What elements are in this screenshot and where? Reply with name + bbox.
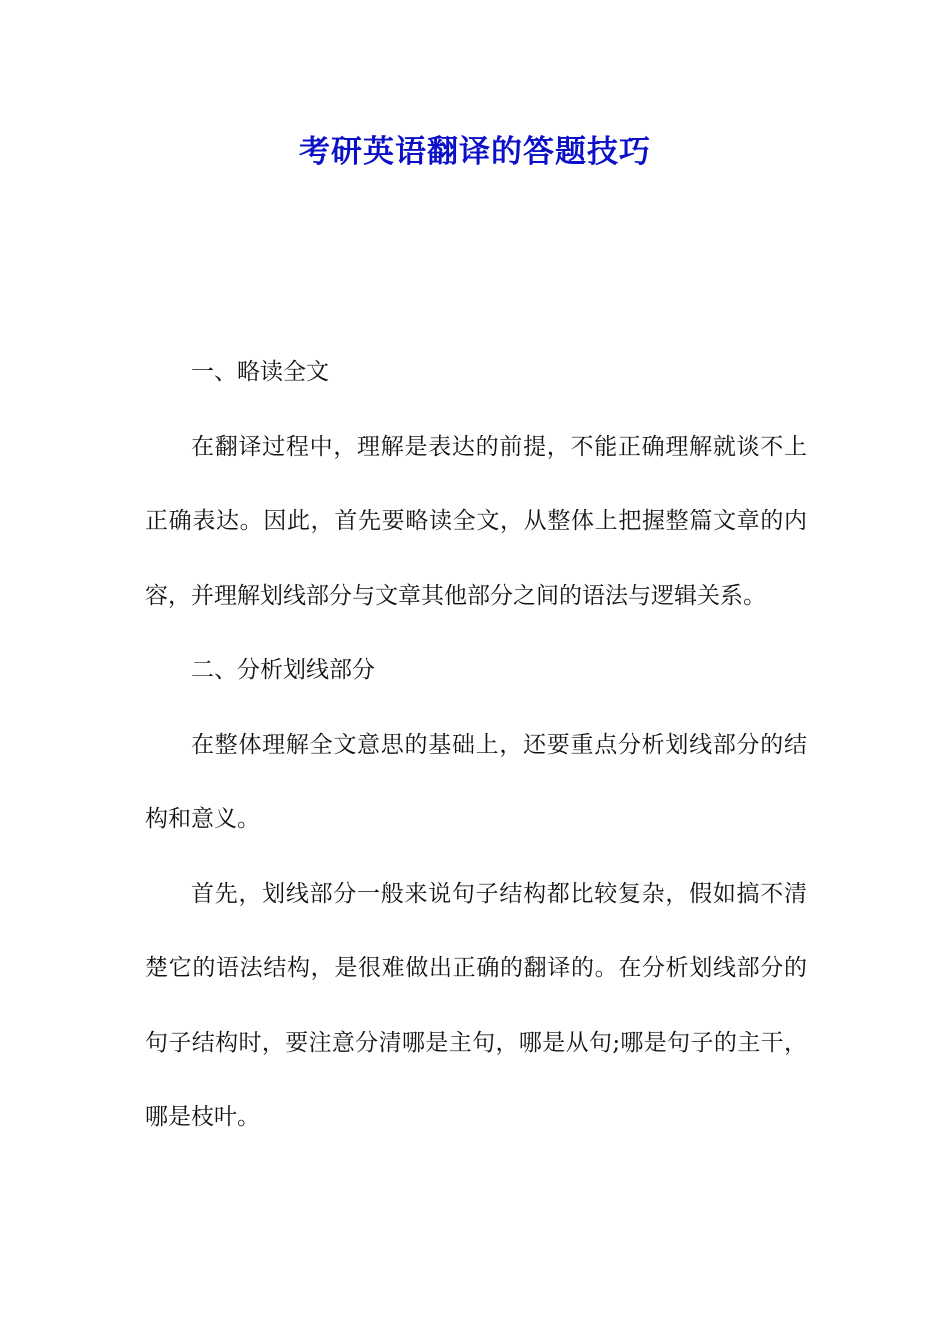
document-body xyxy=(145,335,807,1155)
paragraph-1: 在翻译过程中，理解是表达的前提，不能正确理解就谈不上正确表达。因此，首先要略读全文，从整体上把握整篇文章的内容，并理解划线部分与文章其他部分之间的语法与逻辑关系。 xyxy=(145,433,807,609)
section-heading-1: 一、略读全文 xyxy=(191,359,329,385)
paragraph-3: 首先，划线部分一般来说句子结构都比较复杂，假如搞不清楚它的语法结构，是很难做出正确的翻译的。在分析划线部分的句子结构时，要注意分清哪是主句，哪是从句;哪是句子的主干，哪是枝叶。 xyxy=(145,880,807,1130)
section-heading-2: 二、分析划线部分 xyxy=(191,657,375,683)
document-title: 考研英语翻译的答题技巧 xyxy=(299,134,651,170)
paragraph-2: 在整体理解全文意思的基础上，还要重点分析划线部分的结构和意义。 xyxy=(145,731,807,832)
